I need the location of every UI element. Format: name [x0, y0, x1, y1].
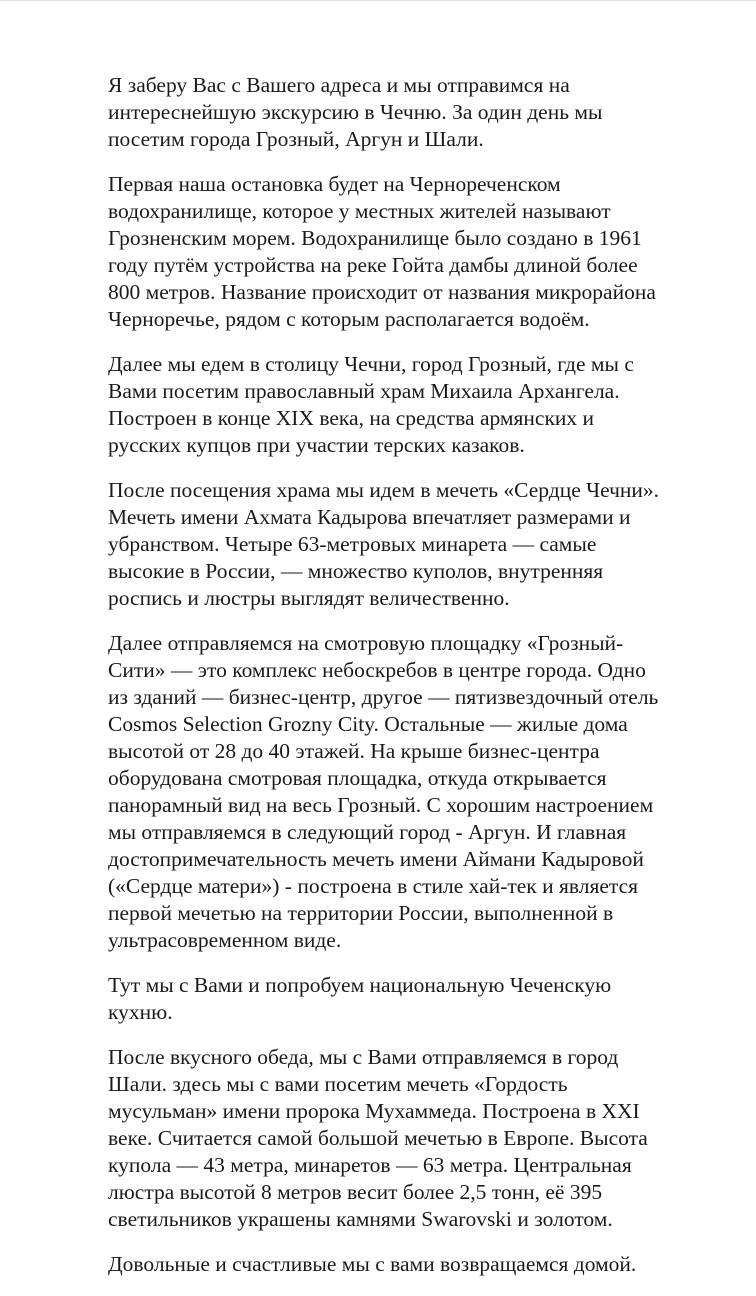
- paragraph-shali: После вкусного обеда, мы с Вами отправляемся в город Шали. здесь мы с вами посетим мечеть «Гордость мусульман» имени пророка Мухаммеда. Построена в XXI веке. Считается самой большой мечетью в Европе. Высота купола — 43 метра, минаретов — 63 метра. Центральная люстра высотой 8 метров весит более 2,5 тонн, её 395 светильников украшены камнями Swarovski и золотом.: [108, 1045, 648, 1231]
- article-body: [108, 72, 708, 1296]
- paragraph-return: Довольные и счастливые мы с вами возвращаемся домой.: [108, 1252, 637, 1276]
- paragraph-church: Далее мы едем в столицу Чечни, город Грозный, где мы с Вами посетим православный храм Михаила Архангела. Построен в конце XIX века, на средства армянских и русских купцов при участии терских казаков.: [108, 352, 634, 457]
- paragraph-grozny-city: Далее отправляемся на смотровую площадку «Грозный- Сити» — это комплекс небоскребов в центре города. Одно из зданий — бизнес-центр, другое — пятизвездочный отель Cosmos Selection Grozny City. Остальные — жилые дома высотой от 28 до 40 этажей. На крыше бизнес-центра оборудована смотровая площадка, откуда открывается панорамный вид на весь Грозный. С хорошим настроением мы отправляемся в следующий город - Аргун. И главная достопримечательность мечеть имени Аймани Кадыровой («Сердце матери») - построена в стиле хай-тек и является первой мечетью на территории России, выполненной в ультрасовременном виде.: [108, 631, 659, 952]
- top-divider: [0, 0, 756, 1]
- paragraph-reservoir: Первая наша остановка будет на Чернореченском водохранилище, которое у местных жителей называют Грозненским морем. Водохранилище было создано в 1961 году путём устройства на реке Гойта дамбы длиной более 800 метров. Название происходит от названия микрорайона Черноречье, рядом с которым располагается водоём.: [108, 172, 656, 331]
- paragraph-heart-of-chechnya: После посещения храма мы идем в мечеть «Сердце Чечни». Мечеть имени Ахмата Кадырова впечатляет размерами и убранством. Четыре 63-метровых минарета — самые высокие в России, — множество куполов, внутренняя роспись и люстры выглядят величественно.: [108, 478, 660, 610]
- paragraph-intro: Я заберу Вас с Вашего адреса и мы отправимся на интереснейшую экскурсию в Чечню. За один день мы посетим города Грозный, Аргун и Шали.: [108, 73, 603, 151]
- paragraph-cuisine: Тут мы с Вами и попробуем национальную Чеченскую кухню.: [108, 973, 612, 1024]
